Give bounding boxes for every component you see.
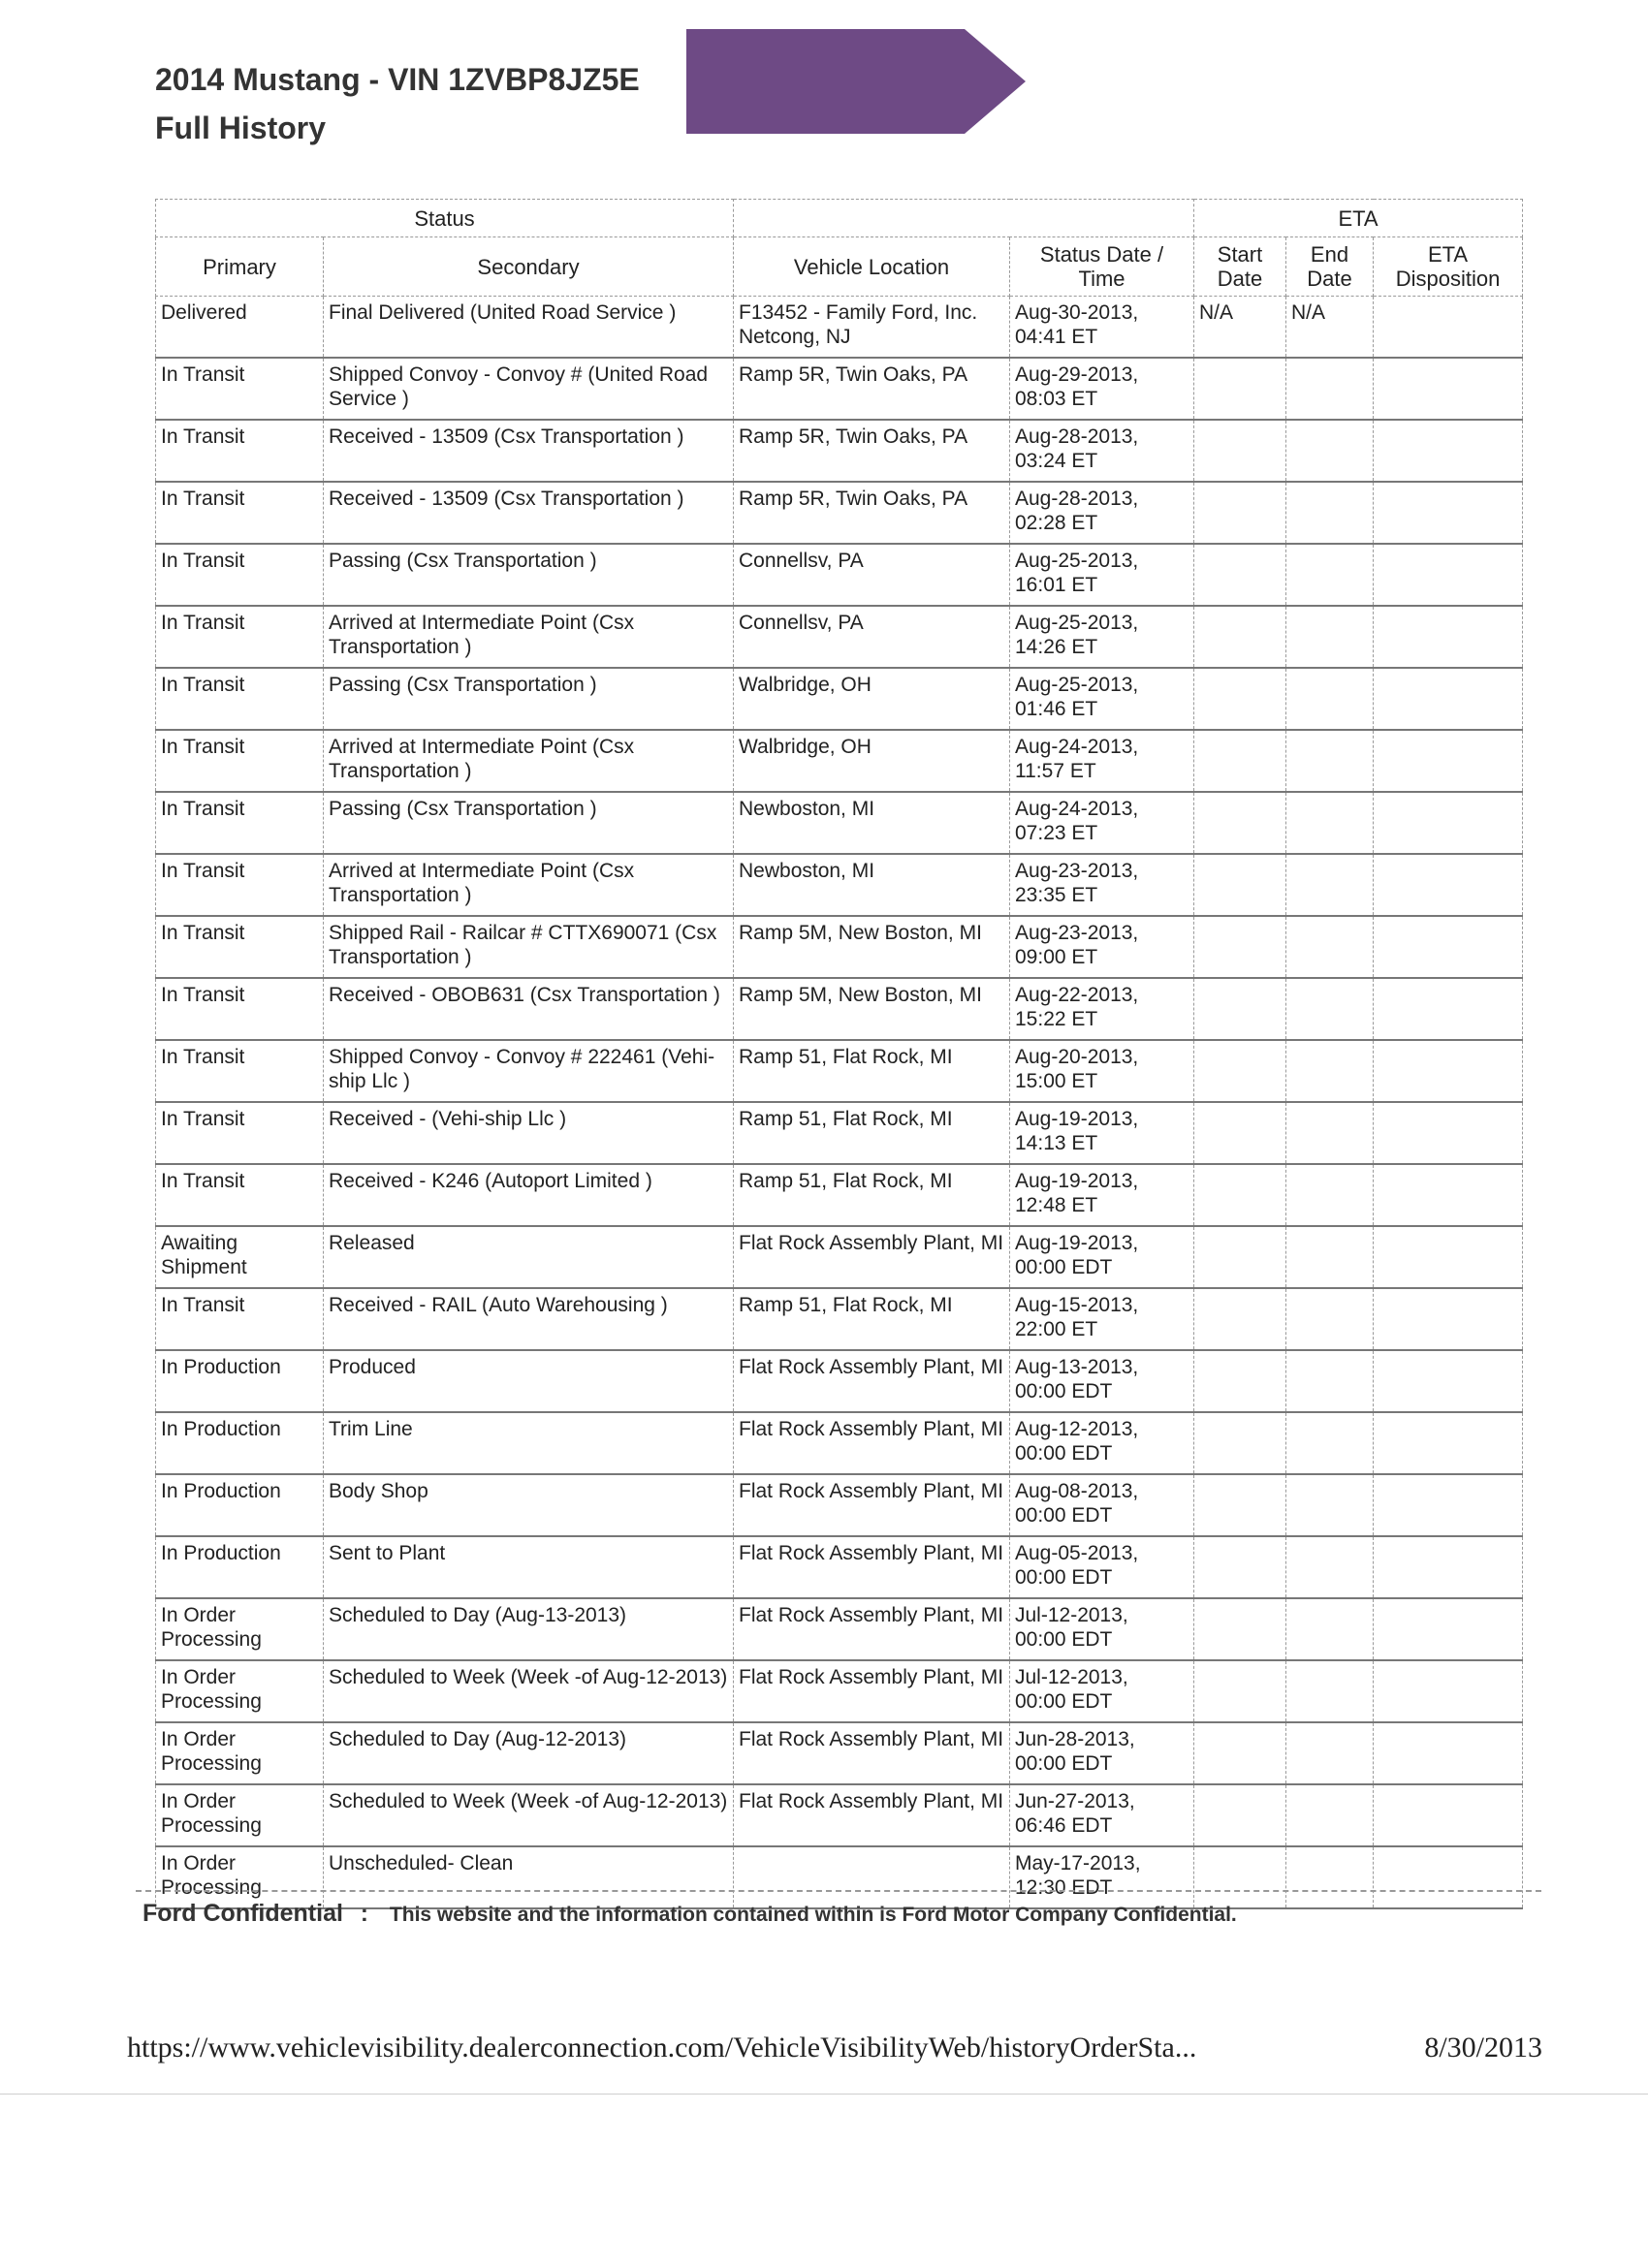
cell-status-date-time: Aug-19-2013, 00:00 EDT bbox=[1010, 1226, 1194, 1288]
cell-secondary: Unscheduled- Clean bbox=[324, 1846, 734, 1908]
cell-vehicle-location: Ramp 5R, Twin Oaks, PA bbox=[734, 482, 1010, 544]
cell-eta-disposition bbox=[1374, 1784, 1523, 1846]
column-header-status-date-time: Status Date / Time bbox=[1010, 237, 1194, 297]
print-footer bbox=[127, 2032, 1542, 2064]
cell-primary: In Order Processing bbox=[156, 1784, 324, 1846]
cell-eta-disposition bbox=[1374, 606, 1523, 668]
cell-primary: In Production bbox=[156, 1412, 324, 1474]
cell-secondary: Trim Line bbox=[324, 1412, 734, 1474]
cell-eta-disposition bbox=[1374, 668, 1523, 730]
table-row bbox=[156, 1288, 1523, 1350]
cell-primary: In Transit bbox=[156, 358, 324, 420]
cell-vehicle-location: Flat Rock Assembly Plant, MI bbox=[734, 1784, 1010, 1846]
cell-eta-disposition bbox=[1374, 1102, 1523, 1164]
cell-secondary: Scheduled to Day (Aug-12-2013) bbox=[324, 1722, 734, 1784]
cell-status-date-time: Aug-20-2013, 15:00 ET bbox=[1010, 1040, 1194, 1102]
cell-vehicle-location: F13452 - Family Ford, Inc. Netcong, NJ bbox=[734, 297, 1010, 359]
cell-primary: In Order Processing bbox=[156, 1660, 324, 1722]
cell-secondary: Scheduled to Day (Aug-13-2013) bbox=[324, 1598, 734, 1660]
cell-vehicle-location: Ramp 51, Flat Rock, MI bbox=[734, 1102, 1010, 1164]
cell-status-date-time: Aug-19-2013, 12:48 ET bbox=[1010, 1164, 1194, 1226]
cell-eta-disposition bbox=[1374, 1722, 1523, 1784]
cell-vehicle-location: Flat Rock Assembly Plant, MI bbox=[734, 1474, 1010, 1536]
confidential-notice bbox=[143, 1900, 1237, 1928]
cell-end-date bbox=[1286, 1536, 1374, 1598]
history-table bbox=[155, 199, 1523, 1909]
cell-status-date-time: Jul-12-2013, 00:00 EDT bbox=[1010, 1598, 1194, 1660]
cell-status-date-time: Aug-25-2013, 01:46 ET bbox=[1010, 668, 1194, 730]
cell-eta-disposition bbox=[1374, 420, 1523, 482]
confidential-separator: : bbox=[360, 1901, 368, 1927]
cell-vehicle-location: Walbridge, OH bbox=[734, 730, 1010, 792]
cell-status-date-time: Aug-28-2013, 03:24 ET bbox=[1010, 420, 1194, 482]
cell-secondary: Received - 13509 (Csx Transportation ) bbox=[324, 420, 734, 482]
cell-eta-disposition bbox=[1374, 1040, 1523, 1102]
cell-vehicle-location: Ramp 51, Flat Rock, MI bbox=[734, 1288, 1010, 1350]
cell-vehicle-location: Flat Rock Assembly Plant, MI bbox=[734, 1226, 1010, 1288]
cell-vehicle-location: Flat Rock Assembly Plant, MI bbox=[734, 1598, 1010, 1660]
cell-vehicle-location: Ramp 5M, New Boston, MI bbox=[734, 978, 1010, 1040]
cell-primary: In Production bbox=[156, 1536, 324, 1598]
cell-status-date-time: Aug-23-2013, 23:35 ET bbox=[1010, 854, 1194, 916]
table-row bbox=[156, 544, 1523, 606]
cell-eta-disposition bbox=[1374, 1536, 1523, 1598]
column-header-end-date: End Date bbox=[1286, 237, 1374, 297]
cell-end-date bbox=[1286, 1226, 1374, 1288]
cell-vehicle-location: Flat Rock Assembly Plant, MI bbox=[734, 1350, 1010, 1412]
cell-primary: In Transit bbox=[156, 420, 324, 482]
cell-eta-disposition bbox=[1374, 1350, 1523, 1412]
table-row bbox=[156, 1660, 1523, 1722]
cell-end-date bbox=[1286, 1350, 1374, 1412]
cell-eta-disposition bbox=[1374, 792, 1523, 854]
table-row bbox=[156, 482, 1523, 544]
cell-eta-disposition bbox=[1374, 1598, 1523, 1660]
cell-primary: In Order Processing bbox=[156, 1722, 324, 1784]
cell-secondary: Produced bbox=[324, 1350, 734, 1412]
cell-primary: In Production bbox=[156, 1350, 324, 1412]
cell-eta-disposition bbox=[1374, 297, 1523, 359]
cell-status-date-time: Aug-29-2013, 08:03 ET bbox=[1010, 358, 1194, 420]
cell-start-date bbox=[1194, 482, 1286, 544]
cell-start-date bbox=[1194, 1350, 1286, 1412]
cell-status-date-time: Jun-27-2013, 06:46 EDT bbox=[1010, 1784, 1194, 1846]
cell-start-date bbox=[1194, 730, 1286, 792]
cell-end-date bbox=[1286, 916, 1374, 978]
column-header-row bbox=[156, 237, 1523, 297]
cell-start-date bbox=[1194, 1288, 1286, 1350]
cell-start-date bbox=[1194, 606, 1286, 668]
cell-primary: In Order Processing bbox=[156, 1846, 324, 1908]
page-url: https://www.vehiclevisibility.dealerconnection.com/VehicleVisibilityWeb/historyOrderSta... bbox=[127, 2032, 1197, 2063]
cell-status-date-time: Aug-23-2013, 09:00 ET bbox=[1010, 916, 1194, 978]
cell-eta-disposition bbox=[1374, 854, 1523, 916]
cell-secondary: Received - 13509 (Csx Transportation ) bbox=[324, 482, 734, 544]
cell-primary: Delivered bbox=[156, 297, 324, 359]
cell-eta-disposition bbox=[1374, 358, 1523, 420]
cell-status-date-time: Aug-25-2013, 16:01 ET bbox=[1010, 544, 1194, 606]
cell-end-date bbox=[1286, 854, 1374, 916]
cell-vehicle-location: Flat Rock Assembly Plant, MI bbox=[734, 1412, 1010, 1474]
cell-end-date bbox=[1286, 1164, 1374, 1226]
cell-end-date bbox=[1286, 1598, 1374, 1660]
cell-end-date bbox=[1286, 482, 1374, 544]
column-header-start-date: Start Date bbox=[1194, 237, 1286, 297]
table-row bbox=[156, 297, 1523, 359]
cell-end-date bbox=[1286, 730, 1374, 792]
page-subtitle: Full History bbox=[155, 110, 327, 145]
cell-secondary: Released bbox=[324, 1226, 734, 1288]
cell-primary: In Transit bbox=[156, 606, 324, 668]
cell-end-date bbox=[1286, 1722, 1374, 1784]
cell-status-date-time: Aug-24-2013, 07:23 ET bbox=[1010, 792, 1194, 854]
cell-secondary: Shipped Convoy - Convoy # (United Road Service ) bbox=[324, 358, 734, 420]
cell-start-date bbox=[1194, 1164, 1286, 1226]
cell-eta-disposition bbox=[1374, 1412, 1523, 1474]
cell-secondary: Shipped Rail - Railcar # CTTX690071 (Csx Transportation ) bbox=[324, 916, 734, 978]
cell-end-date bbox=[1286, 544, 1374, 606]
cell-secondary: Sent to Plant bbox=[324, 1536, 734, 1598]
cell-secondary: Arrived at Intermediate Point (Csx Transportation ) bbox=[324, 730, 734, 792]
cell-vehicle-location: Flat Rock Assembly Plant, MI bbox=[734, 1536, 1010, 1598]
column-header-primary: Primary bbox=[156, 237, 324, 297]
cell-eta-disposition bbox=[1374, 1660, 1523, 1722]
cell-vehicle-location: Ramp 5M, New Boston, MI bbox=[734, 916, 1010, 978]
cell-status-date-time: May-17-2013, 12:30 EDT bbox=[1010, 1846, 1194, 1908]
cell-vehicle-location: Ramp 5R, Twin Oaks, PA bbox=[734, 358, 1010, 420]
cell-vehicle-location: Flat Rock Assembly Plant, MI bbox=[734, 1722, 1010, 1784]
cell-end-date bbox=[1286, 358, 1374, 420]
cell-secondary: Received - RAIL (Auto Warehousing ) bbox=[324, 1288, 734, 1350]
cell-end-date bbox=[1286, 1040, 1374, 1102]
cell-eta-disposition bbox=[1374, 544, 1523, 606]
cell-status-date-time: Aug-22-2013, 15:22 ET bbox=[1010, 978, 1194, 1040]
cell-eta-disposition bbox=[1374, 1288, 1523, 1350]
cell-secondary: Received - K246 (Autoport Limited ) bbox=[324, 1164, 734, 1226]
cell-start-date bbox=[1194, 420, 1286, 482]
cell-eta-disposition bbox=[1374, 978, 1523, 1040]
cell-vehicle-location: Newboston, MI bbox=[734, 854, 1010, 916]
cell-status-date-time: Jul-12-2013, 00:00 EDT bbox=[1010, 1660, 1194, 1722]
column-header-secondary: Secondary bbox=[324, 237, 734, 297]
table-row bbox=[156, 1226, 1523, 1288]
table-row bbox=[156, 1598, 1523, 1660]
cell-status-date-time: Aug-25-2013, 14:26 ET bbox=[1010, 606, 1194, 668]
table-row bbox=[156, 1536, 1523, 1598]
cell-start-date bbox=[1194, 668, 1286, 730]
cell-end-date bbox=[1286, 792, 1374, 854]
cell-eta-disposition bbox=[1374, 1846, 1523, 1908]
cell-vehicle-location: Newboston, MI bbox=[734, 792, 1010, 854]
cell-primary: In Transit bbox=[156, 1040, 324, 1102]
cell-eta-disposition bbox=[1374, 482, 1523, 544]
cell-vehicle-location: Ramp 51, Flat Rock, MI bbox=[734, 1164, 1010, 1226]
cell-end-date bbox=[1286, 978, 1374, 1040]
cell-end-date bbox=[1286, 420, 1374, 482]
cell-primary: In Transit bbox=[156, 854, 324, 916]
cell-start-date bbox=[1194, 1102, 1286, 1164]
cell-end-date: N/A bbox=[1286, 297, 1374, 359]
cell-vehicle-location: Walbridge, OH bbox=[734, 668, 1010, 730]
cell-start-date bbox=[1194, 1722, 1286, 1784]
cell-primary: In Transit bbox=[156, 544, 324, 606]
cell-secondary: Passing (Csx Transportation ) bbox=[324, 792, 734, 854]
cell-primary: In Transit bbox=[156, 792, 324, 854]
table-row bbox=[156, 1784, 1523, 1846]
page-header bbox=[155, 50, 640, 146]
print-date: 8/30/2013 bbox=[1424, 2032, 1542, 2063]
cell-status-date-time: Aug-30-2013, 04:41 ET bbox=[1010, 297, 1194, 359]
cell-vehicle-location: Ramp 51, Flat Rock, MI bbox=[734, 1040, 1010, 1102]
cell-secondary: Scheduled to Week (Week -of Aug-12-2013) bbox=[324, 1660, 734, 1722]
table-row bbox=[156, 730, 1523, 792]
page-bottom-rule bbox=[0, 2094, 1648, 2095]
cell-status-date-time: Jun-28-2013, 00:00 EDT bbox=[1010, 1722, 1194, 1784]
cell-start-date: N/A bbox=[1194, 297, 1286, 359]
cell-primary: In Order Processing bbox=[156, 1598, 324, 1660]
cell-primary: In Transit bbox=[156, 482, 324, 544]
cell-primary: Awaiting Shipment bbox=[156, 1226, 324, 1288]
table-row bbox=[156, 668, 1523, 730]
cell-secondary: Shipped Convoy - Convoy # 222461 (Vehi-ship Llc ) bbox=[324, 1040, 734, 1102]
cell-primary: In Transit bbox=[156, 1288, 324, 1350]
cell-end-date bbox=[1286, 1660, 1374, 1722]
cell-vehicle-location: Connellsv, PA bbox=[734, 606, 1010, 668]
cell-start-date bbox=[1194, 1784, 1286, 1846]
eta-group-header: ETA bbox=[1194, 200, 1523, 237]
cell-eta-disposition bbox=[1374, 1474, 1523, 1536]
cell-secondary: Arrived at Intermediate Point (Csx Transportation ) bbox=[324, 606, 734, 668]
table-row bbox=[156, 1040, 1523, 1102]
cell-vehicle-location: Ramp 5R, Twin Oaks, PA bbox=[734, 420, 1010, 482]
cell-start-date bbox=[1194, 1660, 1286, 1722]
cell-primary: In Transit bbox=[156, 668, 324, 730]
column-header-eta-disposition: ETA Disposition bbox=[1374, 237, 1523, 297]
cell-start-date bbox=[1194, 544, 1286, 606]
cell-status-date-time: Aug-13-2013, 00:00 EDT bbox=[1010, 1350, 1194, 1412]
cell-secondary: Arrived at Intermediate Point (Csx Transportation ) bbox=[324, 854, 734, 916]
cell-vehicle-location: Connellsv, PA bbox=[734, 544, 1010, 606]
cell-status-date-time: Aug-19-2013, 14:13 ET bbox=[1010, 1102, 1194, 1164]
cell-status-date-time: Aug-12-2013, 00:00 EDT bbox=[1010, 1412, 1194, 1474]
cell-start-date bbox=[1194, 978, 1286, 1040]
cell-end-date bbox=[1286, 668, 1374, 730]
cell-end-date bbox=[1286, 1288, 1374, 1350]
cell-secondary: Passing (Csx Transportation ) bbox=[324, 668, 734, 730]
cell-eta-disposition bbox=[1374, 1226, 1523, 1288]
table-row bbox=[156, 792, 1523, 854]
cell-secondary: Final Delivered (United Road Service ) bbox=[324, 297, 734, 359]
table-row bbox=[156, 1350, 1523, 1412]
cell-start-date bbox=[1194, 1598, 1286, 1660]
cell-secondary: Received - OBOB631 (Csx Transportation ) bbox=[324, 978, 734, 1040]
cell-end-date bbox=[1286, 606, 1374, 668]
page-title: 2014 Mustang - VIN 1ZVBP8JZ5E bbox=[155, 61, 640, 97]
cell-start-date bbox=[1194, 916, 1286, 978]
table-row bbox=[156, 916, 1523, 978]
table-row bbox=[156, 1412, 1523, 1474]
table-row bbox=[156, 606, 1523, 668]
cell-primary: In Transit bbox=[156, 1164, 324, 1226]
cell-end-date bbox=[1286, 1784, 1374, 1846]
footer-divider bbox=[136, 1890, 1541, 1892]
confidential-label: Ford Confidential bbox=[143, 1900, 343, 1927]
column-header-vehicle-location: Vehicle Location bbox=[734, 237, 1010, 297]
cell-start-date bbox=[1194, 1474, 1286, 1536]
table-row bbox=[156, 978, 1523, 1040]
confidential-text: This website and the information contained within is Ford Motor Company Confidential. bbox=[389, 1904, 1237, 1926]
cell-primary: In Transit bbox=[156, 978, 324, 1040]
cell-status-date-time: Aug-15-2013, 22:00 ET bbox=[1010, 1288, 1194, 1350]
title-line bbox=[155, 50, 640, 109]
table-row bbox=[156, 358, 1523, 420]
redaction-mark bbox=[686, 29, 1026, 134]
status-group-header: Status bbox=[156, 200, 734, 237]
cell-status-date-time: Aug-08-2013, 00:00 EDT bbox=[1010, 1474, 1194, 1536]
cell-primary: In Transit bbox=[156, 730, 324, 792]
cell-end-date bbox=[1286, 1846, 1374, 1908]
blank-group-header bbox=[734, 200, 1194, 237]
table-row bbox=[156, 420, 1523, 482]
cell-primary: In Transit bbox=[156, 916, 324, 978]
table-row bbox=[156, 1474, 1523, 1536]
cell-primary: In Transit bbox=[156, 1102, 324, 1164]
table-row bbox=[156, 1722, 1523, 1784]
cell-eta-disposition bbox=[1374, 730, 1523, 792]
table-row bbox=[156, 854, 1523, 916]
cell-start-date bbox=[1194, 358, 1286, 420]
table-row bbox=[156, 1164, 1523, 1226]
cell-secondary: Body Shop bbox=[324, 1474, 734, 1536]
cell-start-date bbox=[1194, 1040, 1286, 1102]
cell-status-date-time: Aug-24-2013, 11:57 ET bbox=[1010, 730, 1194, 792]
cell-status-date-time: Aug-05-2013, 00:00 EDT bbox=[1010, 1536, 1194, 1598]
cell-vehicle-location: Flat Rock Assembly Plant, MI bbox=[734, 1660, 1010, 1722]
cell-secondary: Received - (Vehi-ship Llc ) bbox=[324, 1102, 734, 1164]
cell-start-date bbox=[1194, 1226, 1286, 1288]
cell-start-date bbox=[1194, 792, 1286, 854]
table-row bbox=[156, 1102, 1523, 1164]
cell-start-date bbox=[1194, 854, 1286, 916]
cell-end-date bbox=[1286, 1412, 1374, 1474]
cell-secondary: Passing (Csx Transportation ) bbox=[324, 544, 734, 606]
cell-end-date bbox=[1286, 1102, 1374, 1164]
cell-eta-disposition bbox=[1374, 1164, 1523, 1226]
cell-eta-disposition bbox=[1374, 916, 1523, 978]
cell-start-date bbox=[1194, 1412, 1286, 1474]
cell-secondary: Scheduled to Week (Week -of Aug-12-2013) bbox=[324, 1784, 734, 1846]
cell-status-date-time: Aug-28-2013, 02:28 ET bbox=[1010, 482, 1194, 544]
cell-end-date bbox=[1286, 1474, 1374, 1536]
cell-start-date bbox=[1194, 1536, 1286, 1598]
group-header-row bbox=[156, 200, 1523, 237]
cell-primary: In Production bbox=[156, 1474, 324, 1536]
history-table-body bbox=[156, 297, 1523, 1909]
